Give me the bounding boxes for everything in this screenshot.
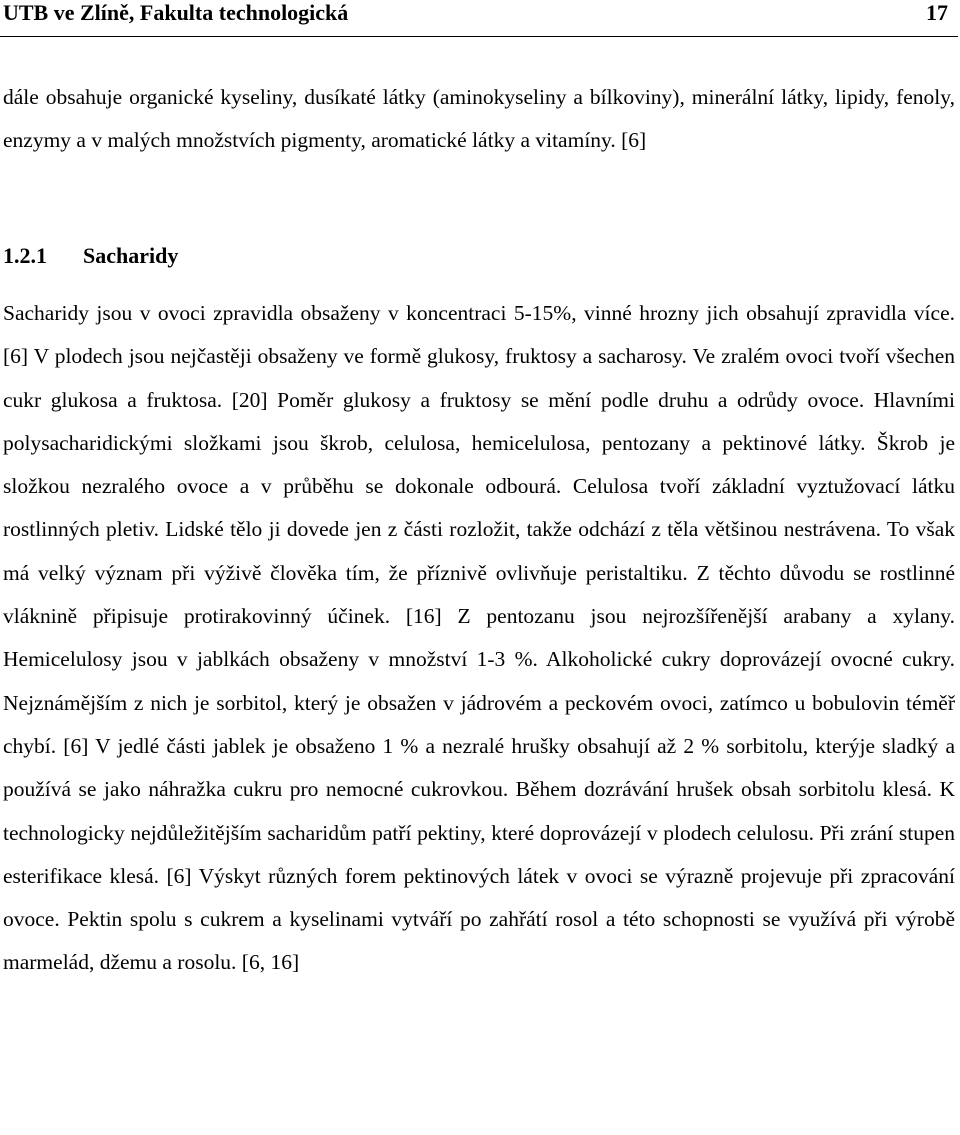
page-number: 17 [926, 0, 948, 25]
intro-paragraph: dále obsahuje organické kyseliny, dusíkaté látky (aminokyseliny a bílkoviny), minerální látky, lipidy, fenoly, enzymy a v malých množstvích pigmenty, aromatické látky a vitamíny. [6] [3, 85, 955, 153]
header-title: UTB ve Zlíně, Fakulta technologická [3, 0, 349, 25]
section-paragraph: Sacharidy jsou v ovoci zpravidla obsaženy v koncentraci 5-15%, vinné hrozny jich obsahují zpravidla více. [6] V plodech jsou nejčastěji obsaženy ve formě glukosy, fruktosy a sacharosy. Ve zralém ovoci tvoří všechen cukr glukosa a fruktosa. [20] Poměr glukosy a fruktosy se mění podle druhu a odrůdy ovoce. Hlavními polysacharidickými složkami jsou škrob, celulosa, hemicelulosa, pentozany a pektinové látky. Škrob je složkou nezralého ovoce a v průběhu se dokonale odbourá. Celulosa tvoří základní vyztužovací látku rostlinných pletiv. Lidské tělo ji dovede jen z části rozložit, takže odchází z těla většinou nestrávena. To však má velký význam při výživě člověka tím, že příznivě ovlivňuje peristaltiku. Z těchto důvodu se rostlinné vláknině připisuje protirakovinný účinek. [16] Z pentozanu jsou nejrozšířenější arabany a xylany. Hemicelulosy jsou v jablkách obsaženy v množství 1-3 %. Alkoholické cukry doprovázejí ovocné cukry. Nejznámějším z nich je sorbitol, který je obsažen v jádrovém a peckovém ovoci, zatímco u bobulovin téměř chybí. [6] V jedlé části jablek je obsaženo 1 % a nezralé hrušky obsahují až 2 % sorbitolu, kterýje sladký a používá se jako náhražka cukru pro nemocné cukrovkou. Během dozrávání hrušek obsah sorbitolu klesá. K technologicky nejdůležitějším sacharidům patří pektiny, které doprovázejí v plodech celulosu. Při zrání stupen esterifikace klesá. [6] Výskyt různých forem pektinových látek v ovoci se výrazně projevuje při zpracování ovoce. Pektin spolu s cukrem a kyselinami vytváří po zahřátí rosol a této schopnosti se využívá při výrobě marmelád, džemu a rosolu. [6, 16] [3, 301, 955, 975]
section-number: 1.2.1 [3, 243, 47, 268]
page-header [0, 0, 958, 37]
section-title: Sacharidy [83, 243, 179, 268]
section-heading [3, 234, 178, 277]
